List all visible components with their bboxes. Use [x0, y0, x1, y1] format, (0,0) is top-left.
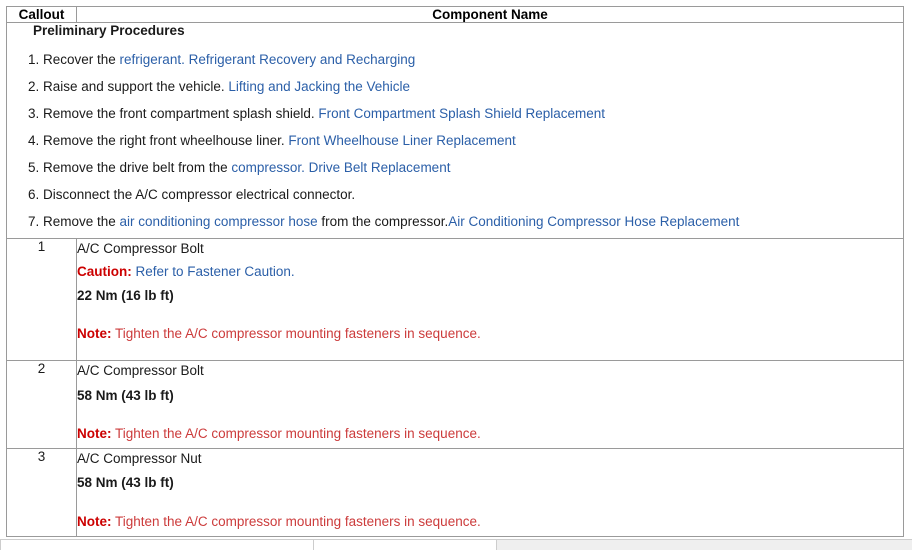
note-text: Tighten the A/C compressor mounting fasteners in sequence. — [115, 513, 481, 529]
window-bottom-bar — [0, 539, 912, 550]
table-header-row — [7, 7, 904, 23]
callout-number: 2 — [7, 361, 77, 449]
caution-label: Caution: — [77, 263, 132, 279]
preliminary-procedures-cell — [7, 23, 904, 239]
note-label: Note: — [77, 425, 112, 441]
note-label: Note: — [77, 513, 112, 529]
step-link-wheelhouse-liner[interactable]: Front Wheelhouse Liner Replacement — [288, 132, 516, 148]
component-cell — [77, 449, 904, 537]
list-item — [43, 77, 903, 98]
list-item — [43, 50, 903, 71]
component-specification-table — [6, 6, 904, 537]
step-link-drive-belt[interactable]: Drive Belt Replacement — [308, 159, 451, 175]
note-line — [77, 424, 903, 444]
list-item — [43, 212, 903, 233]
step-text-pre: Remove the right front wheelhouse liner. — [43, 132, 289, 148]
torque-spec: 22 Nm (16 lb ft) — [77, 287, 174, 303]
step-text-pre: Remove the — [43, 213, 120, 229]
step-text-pre: Recover the — [43, 52, 120, 67]
note-text: Tighten the A/C compressor mounting fasteners in sequence. — [115, 326, 481, 342]
component-name: A/C Compressor Bolt — [77, 363, 204, 379]
preliminary-procedures-title: Preliminary Procedures — [33, 23, 185, 38]
bottom-bar-segment-middle — [313, 540, 497, 550]
callout-number: 1 — [7, 239, 77, 361]
document-page — [0, 6, 912, 550]
list-item — [43, 104, 903, 125]
torque-spec: 58 Nm (43 lb ft) — [77, 387, 174, 403]
component-cell — [77, 239, 904, 361]
list-item — [43, 131, 903, 152]
step-link-refrigerant-recovery[interactable]: Refrigerant Recovery and Recharging — [188, 52, 416, 67]
step-link-ac-hose-replacement[interactable]: Air Conditioning Compressor Hose Replacement — [448, 213, 740, 229]
step-link-splash-shield[interactable]: Front Compartment Splash Shield Replacement — [318, 105, 606, 121]
step-link-lifting-jacking[interactable]: Lifting and Jacking the Vehicle — [228, 78, 410, 94]
step-text-mid: from the compressor. — [317, 213, 449, 229]
note-text: Tighten the A/C compressor mounting fasteners in sequence. — [115, 425, 481, 441]
step-link-refrigerant[interactable]: refrigerant. — [119, 52, 185, 67]
step-text-pre: Remove the front compartment splash shield. — [43, 105, 319, 121]
component-name: A/C Compressor Nut — [77, 451, 202, 467]
table-row — [7, 361, 904, 449]
list-item — [43, 158, 903, 179]
callout-number: 3 — [7, 449, 77, 537]
header-callout: Callout — [7, 7, 77, 23]
fastener-caution-link[interactable]: Refer to Fastener Caution. — [135, 263, 295, 279]
step-text-pre: Remove the drive belt from the — [43, 159, 232, 175]
note-line — [77, 512, 903, 532]
preliminary-procedures-row — [7, 23, 904, 239]
header-component-name: Component Name — [77, 7, 904, 23]
step-link-ac-hose[interactable]: air conditioning compressor hose — [119, 213, 318, 229]
note-label: Note: — [77, 326, 112, 342]
table-row — [7, 239, 904, 361]
bottom-bar-segment-left — [0, 540, 314, 550]
step-link-compressor[interactable]: compressor. — [231, 159, 305, 175]
component-name: A/C Compressor Bolt — [77, 241, 204, 257]
step-text-pre: Raise and support the vehicle. — [43, 78, 229, 94]
preliminary-steps-list — [7, 50, 903, 232]
step-text-pre: Disconnect the A/C compressor electrical connector. — [43, 186, 356, 202]
caution-line — [77, 262, 903, 282]
list-item — [43, 185, 903, 206]
table-row — [7, 449, 904, 537]
torque-spec: 58 Nm (43 lb ft) — [77, 475, 174, 491]
component-cell — [77, 361, 904, 449]
note-line — [77, 324, 903, 344]
